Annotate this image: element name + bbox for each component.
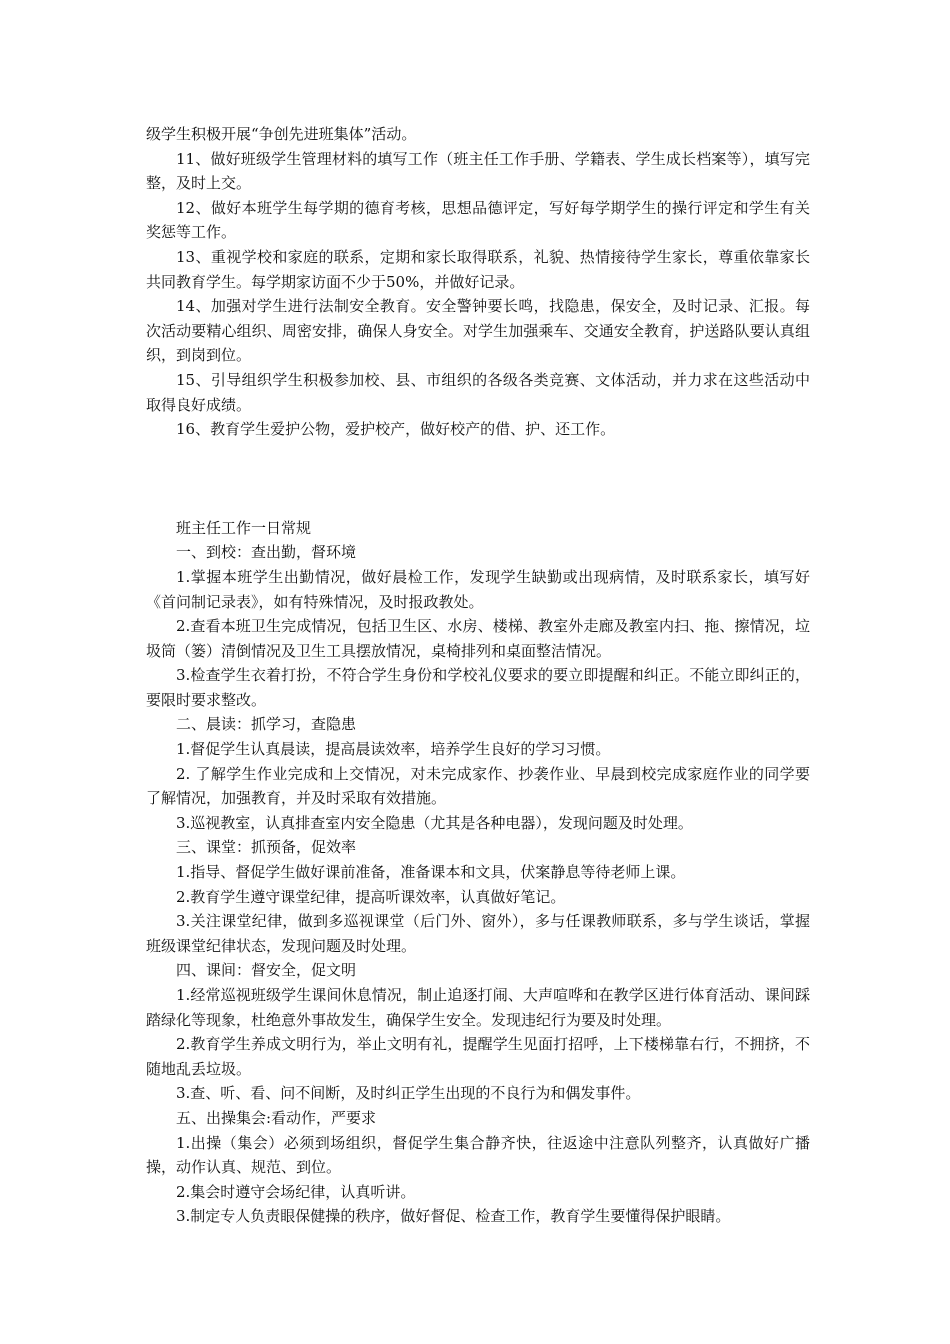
paragraph-item-14: 14、加强对学生进行法制安全教育。安全警钟要长鸣，找隐患，保安全，及时记录、汇报。每次活动要精心组织、周密安排，确保人身安全。对学生加强乘车、交通安全教育，护送路队要认真组织，到岗到位。 — [146, 297, 810, 365]
heading-assembly: 五、出操集会:看动作，严要求 — [176, 1108, 377, 1127]
paragraph-arrival-1: 1.掌握本班学生出勤情况，做好晨检工作，发现学生缺勤或出现病情，及时联系家长，填写好《首问制记录表》，如有特殊情况，及时报政教处。 — [146, 567, 810, 611]
paragraph-item-13: 13、重视学校和家庭的联系，定期和家长取得联系，礼貌、热情接待学生家长，尊重依靠家长共同教育学生。每学期家访面不少于50%，并做好记录。 — [146, 247, 810, 291]
paragraph-morning-reading-1: 1.督促学生认真晨读，提高晨读效率，培养学生良好的学习习惯。 — [176, 740, 611, 759]
paragraph-arrival-2: 2.查看本班卫生完成情况，包括卫生区、水房、楼梯、教室外走廊及教室内扫、拖、擦情况，垃圾筒（篓）清倒情况及卫生工具摆放情况，桌椅排列和桌面整洁情况。 — [146, 617, 810, 660]
paragraph-morning-reading-3: 3.巡视教室，认真排查室内安全隐患（尤其是各种电器），发现问题及时处理。 — [176, 813, 693, 832]
heading-arrival: 一、到校：查出勤，督环境 — [176, 543, 357, 562]
paragraph-classroom-1: 1.指导、督促学生做好课前准备，准备课本和文具，伏案静息等待老师上课。 — [176, 863, 686, 882]
paragraph-item-11: 11、做好班级学生管理材料的填写工作（班主任工作手册、学籍表、学生成长档案等），填写完整，及时上交。 — [146, 149, 810, 193]
paragraph-morning-reading-2: 2. 了解学生作业完成和上交情况，对未完成家作、抄袭作业、早晨到校完成家庭作业的同学要了解情况，加强教育，并及时采取有效措施。 — [146, 764, 810, 808]
section-title: 班主任工作一日常规 — [176, 518, 312, 537]
paragraph-classroom-3: 3.关注课堂纪律，做到多巡视课堂（后门外、窗外），多与任课教师联系，多与学生谈话，掌握班级课堂纪律状态，发现问题及时处理。 — [146, 912, 810, 955]
section-spacer — [146, 442, 810, 516]
paragraph-item-16: 16、教育学生爱护公物，爱护校产，做好校产的借、护、还工作。 — [176, 420, 616, 439]
paragraph-assembly-1: 1.出操（集会）必须到场组织，督促学生集合静齐快，往返途中注意队列整齐，认真做好广播操，动作认真、规范、到位。 — [146, 1133, 810, 1177]
paragraph-assembly-2: 2.集会时遵守会场纪律，认真听讲。 — [176, 1182, 416, 1201]
heading-morning-reading: 二、晨读：抓学习，查隐患 — [176, 715, 357, 734]
paragraph-assembly-3: 3.制定专人负责眼保健操的秩序，做好督促、检查工作，教育学生要懂得保护眼睛。 — [176, 1207, 731, 1226]
paragraph-arrival-3: 3.检查学生衣着打扮，不符合学生身份和学校礼仪要求的要立即提醒和纠正。不能立即纠正的，要限时要求整改。 — [146, 666, 810, 709]
paragraph-classroom-2: 2.教育学生遵守课堂纪律，提高听课效率，认真做好笔记。 — [176, 887, 566, 906]
paragraph-item-12: 12、做好本班学生每学期的德育考核，思想品德评定，写好每学期学生的操行评定和学生有关奖惩等工作。 — [146, 198, 810, 242]
heading-classroom: 三、课堂：抓预备，促效率 — [176, 838, 357, 857]
document-body — [146, 122, 810, 1229]
paragraph-break-time-2: 2.教育学生养成文明行为，举止文明有礼，提醒学生见面打招呼，上下楼梯靠右行，不拥挤，不随地乱丢垃圾。 — [146, 1035, 810, 1078]
paragraph-break-time-3: 3.查、听、看、问不间断，及时纠正学生出现的不良行为和偶发事件。 — [176, 1084, 641, 1103]
paragraph-continuation: 级学生积极开展“争创先进班集体”活动。 — [146, 125, 417, 143]
heading-break-time: 四、课间：督安全，促文明 — [176, 961, 357, 980]
paragraph-break-time-1: 1.经常巡视班级学生课间休息情况，制止追逐打闹、大声喧哗和在教学区进行体育活动、课间踩踏绿化等现象，杜绝意外事故发生，确保学生安全。发现违纪行为要及时处理。 — [146, 986, 810, 1029]
paragraph-item-15: 15、引导组织学生积极参加校、县、市组织的各级各类竞赛、文体活动，并力求在这些活动中取得良好成绩。 — [146, 370, 810, 414]
